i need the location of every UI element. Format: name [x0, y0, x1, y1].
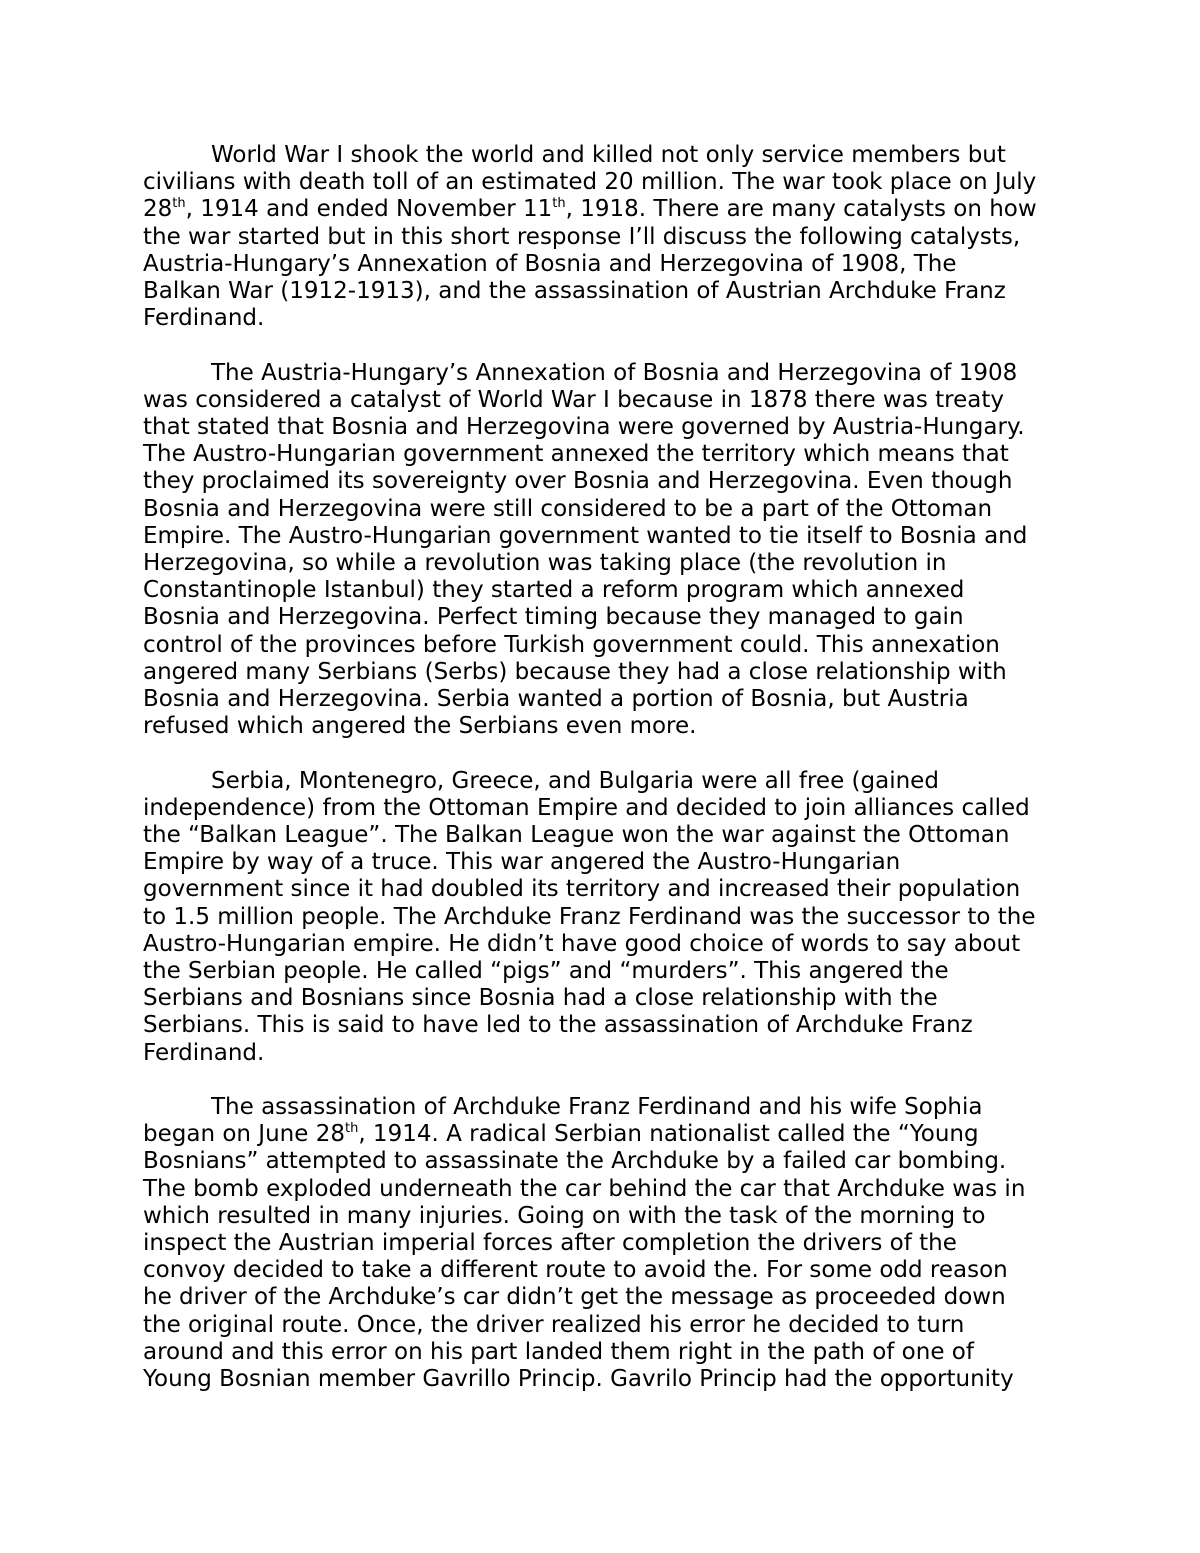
text-line: Empire by way of a truce. This war angered the Austro-Hungarian [143, 849, 901, 876]
text-line: civilians with death toll of an estimated 20 million. The war took place on July [143, 169, 1037, 196]
text-line: Herzegovina, so while a revolution was taking place (the revolution in [143, 550, 947, 577]
text-line: angered many Serbians (Serbs) because they had a close relationship with [143, 658, 1007, 685]
text-line: which resulted in many injuries. Going on with the task of the morning to [143, 1202, 986, 1229]
text-line: government since it had doubled its territory and increased their population [143, 876, 1021, 903]
text-line: Serbians and Bosnians since Bosnia had a close relationship with the [143, 985, 938, 1012]
superscript: th [344, 1121, 359, 1137]
paragraph [143, 768, 1063, 1067]
text-line: Bosnia and Herzegovina. Perfect timing because they managed to gain [143, 604, 964, 631]
text-line: Serbians. This is said to have led to the assassination of Archduke Franz [143, 1012, 973, 1039]
text-line: around and this error on his part landed them right in the path of one of [143, 1338, 974, 1365]
document-body [143, 142, 1063, 1420]
paragraph [143, 360, 1063, 741]
text-line: Young Bosnian member Gavrillo Princip. Gavrilo Princip had the opportunity [143, 1366, 1014, 1393]
superscript: th [552, 196, 566, 212]
text-line: Constantinople Istanbul) they started a reform program which annexed [143, 577, 965, 604]
text-line: convoy decided to take a different route to avoid the. For some odd reason [143, 1257, 1008, 1284]
text-line: Austro-Hungarian empire. He didn’t have good choice of words to say about [143, 930, 1021, 957]
text-line: was considered a catalyst of World War I because in 1878 there was treaty [143, 386, 1004, 413]
text-line: World War I shook the world and killed not only service members but [211, 142, 1006, 168]
text-line: Austria-Hungary’s Annexation of Bosnia and Herzegovina of 1908, The [143, 250, 957, 277]
text-line: refused which angered the Serbians even more. [143, 713, 697, 740]
text-line: independence) from the Ottoman Empire and decided to join alliances called [143, 794, 1030, 821]
text-line: Ferdinand. [143, 305, 265, 332]
text-line: the war started but in this short response I’ll discuss the following catalysts, [143, 223, 1021, 250]
text-line: 28th, 1914 and ended November 11th, 1918. There are many catalysts on how [143, 196, 1037, 223]
text-line: Serbia, Montenegro, Greece, and Bulgaria were all free (gained [211, 767, 939, 794]
text-line: Ferdinand. [143, 1039, 265, 1066]
text-line: Bosnia and Herzegovina. Serbia wanted a portion of Bosnia, but Austria [143, 686, 969, 713]
paragraph [143, 142, 1063, 332]
text-line: The bomb exploded underneath the car behind the car that Archduke was in [143, 1175, 1026, 1202]
text-line: began on June 28th, 1914. A radical Serbian nationalist called the “Young [143, 1121, 979, 1148]
paragraph [143, 1094, 1063, 1393]
text-line: The assassination of Archduke Franz Ferdinand and his wife Sophia [211, 1094, 983, 1121]
text-line: that stated that Bosnia and Herzegovina were governed by Austria-Hungary. [143, 414, 1025, 441]
text-line: control of the provinces before Turkish government could. This annexation [143, 631, 1000, 658]
text-line: the Serbian people. He called “pigs” and “murders”. This angered the [143, 958, 949, 985]
text-line: the “Balkan League”. The Balkan League won the war against the Ottoman [143, 822, 1010, 849]
text-line: to 1.5 million people. The Archduke Franz Ferdinand was the successor to the [143, 903, 1036, 930]
text-line: inspect the Austrian imperial forces after completion the drivers of the [143, 1230, 957, 1257]
text-line: he driver of the Archduke’s car didn’t get the message as proceeded down [143, 1284, 1006, 1311]
text-line: The Austro-Hungarian government annexed the territory which means that [143, 441, 1009, 468]
text-line: Balkan War (1912-1913), and the assassination of Austrian Archduke Franz [143, 278, 1006, 305]
text-line: Bosnians” attempted to assassinate the Archduke by a failed car bombing. [143, 1148, 1007, 1175]
text-line: they proclaimed its sovereignty over Bosnia and Herzegovina. Even though [143, 468, 1013, 495]
superscript: th [172, 196, 186, 212]
text-line: the original route. Once, the driver realized his error he decided to turn [143, 1311, 965, 1338]
text-line: Bosnia and Herzegovina were still considered to be a part of the Ottoman [143, 495, 993, 522]
text-line: Empire. The Austro-Hungarian government wanted to tie itself to Bosnia and [143, 522, 1028, 549]
text-line: The Austria-Hungary’s Annexation of Bosnia and Herzegovina of 1908 [211, 359, 1018, 386]
